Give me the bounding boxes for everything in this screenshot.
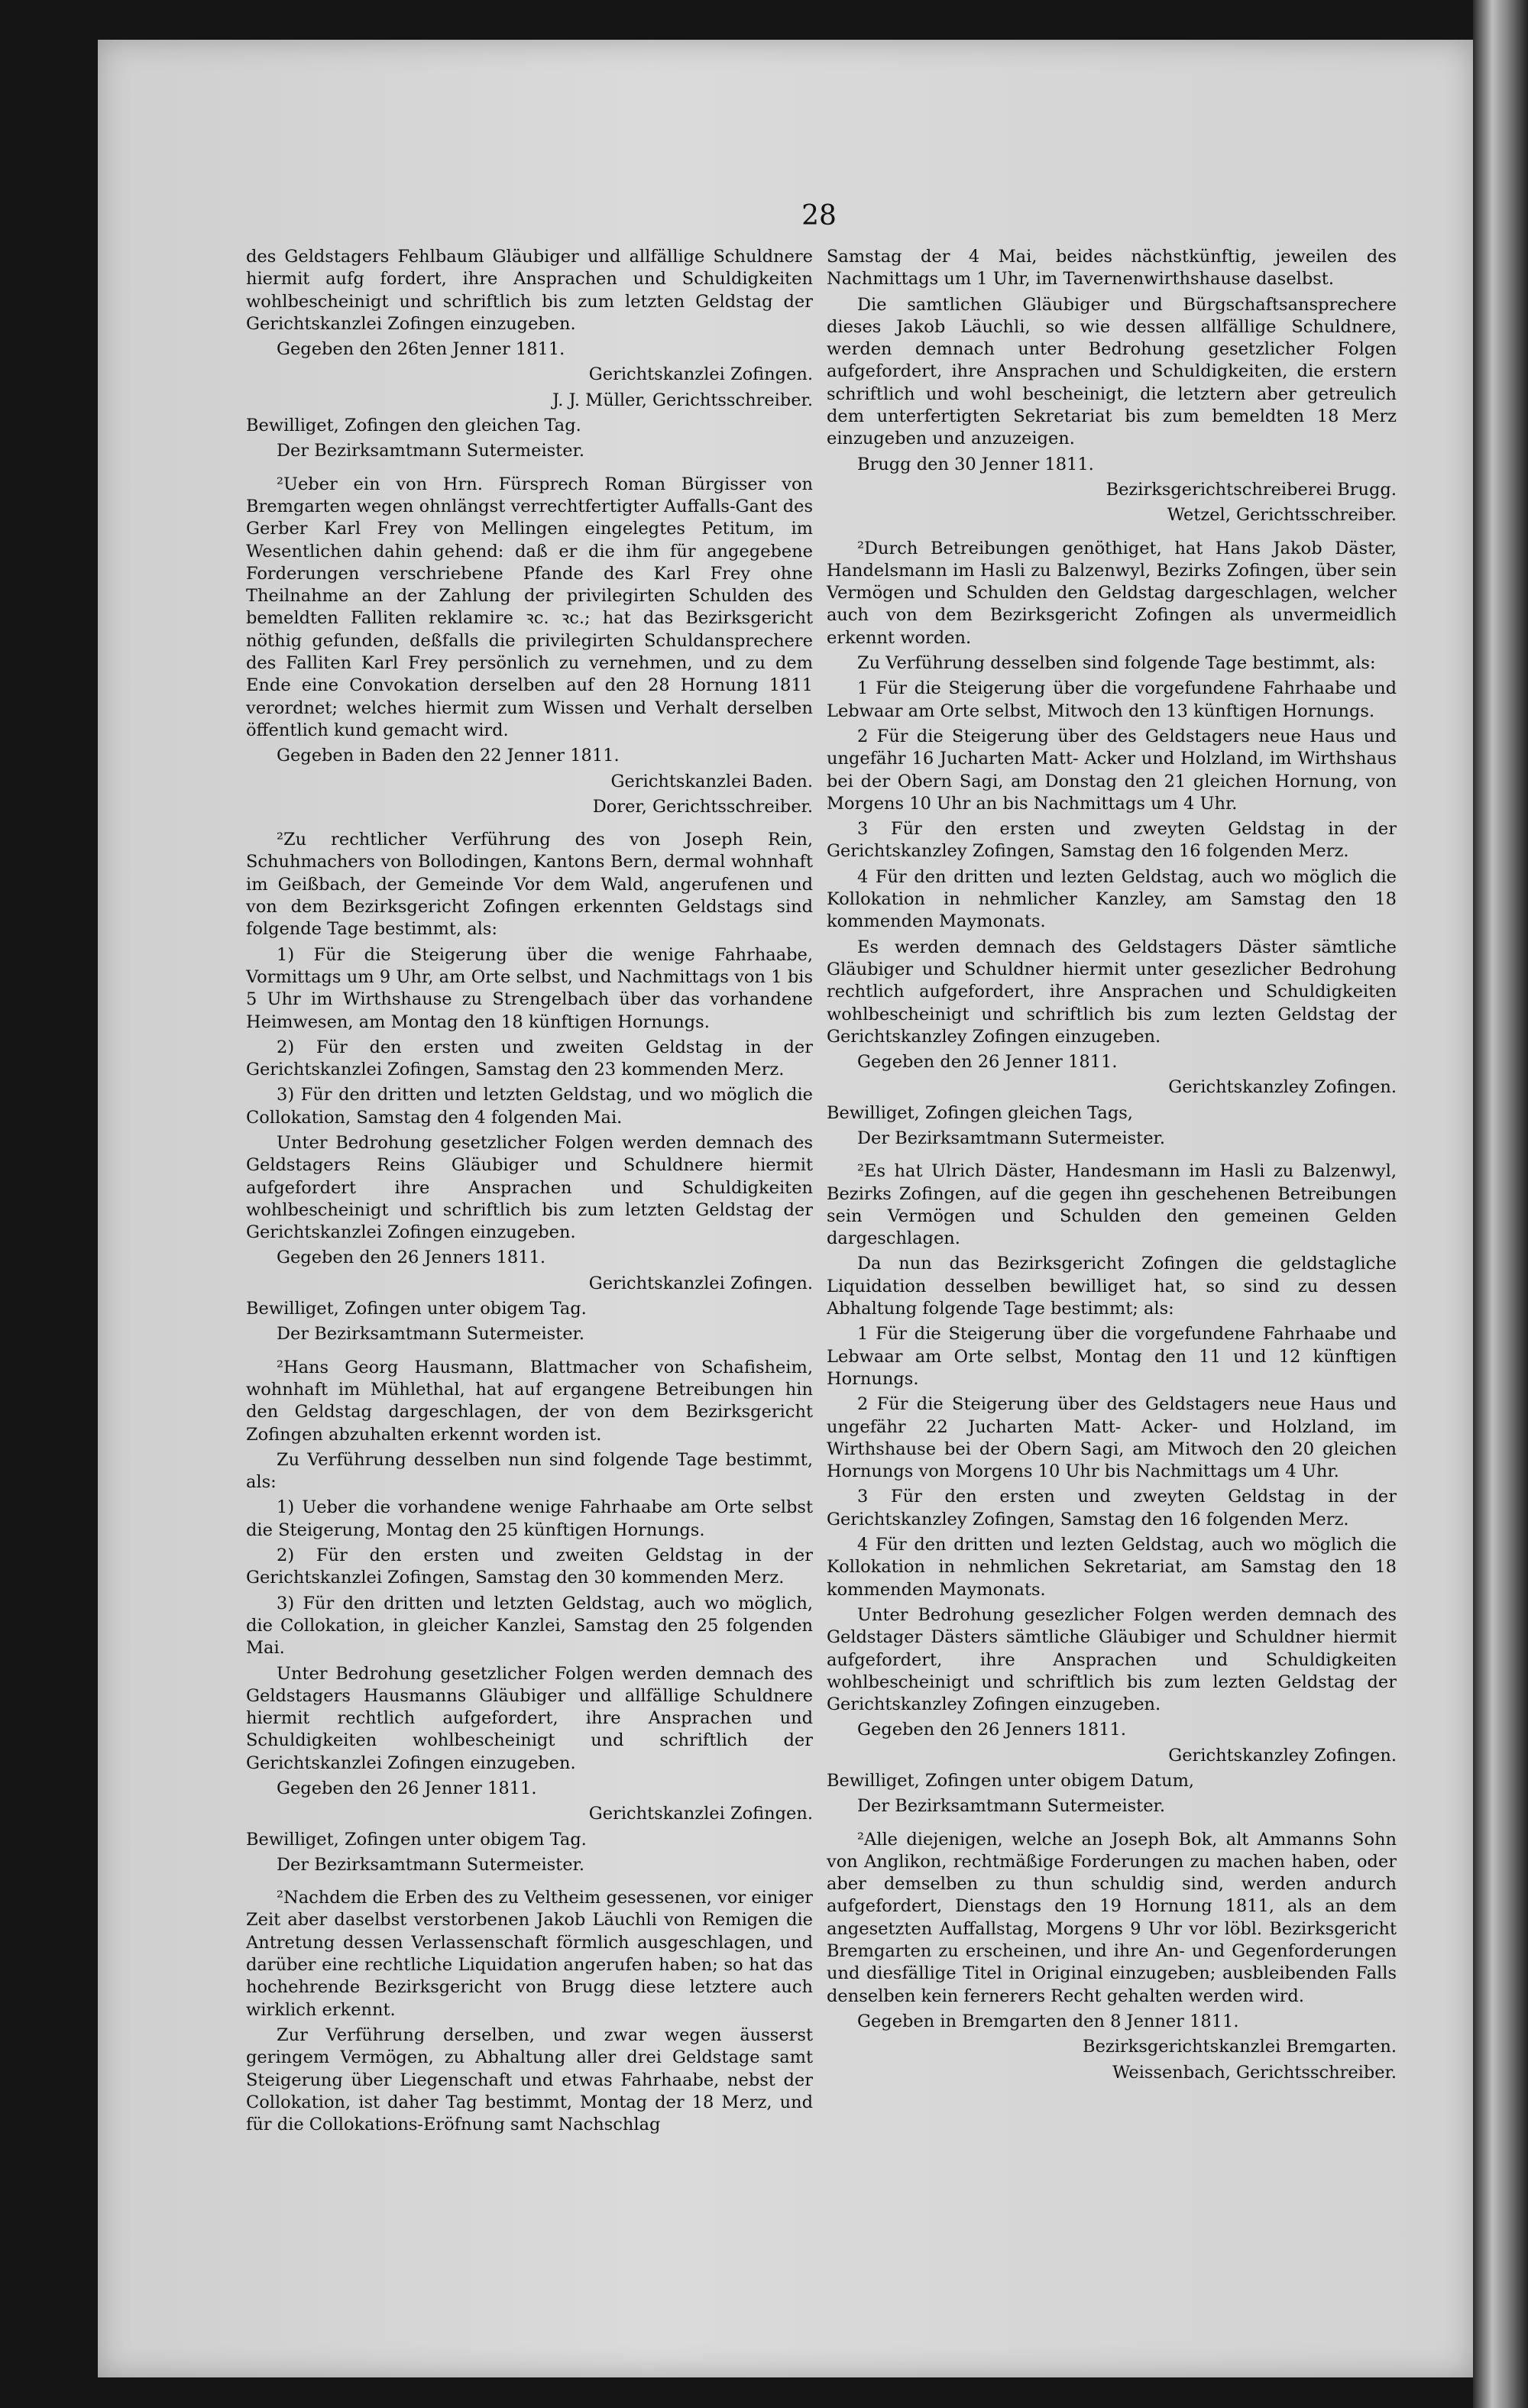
text-paragraph: Unter Bedrohung gesezlicher Folgen werden demnach des Geldstager Dästers sämtliche Gläubiger und Schuldner hiermit aufgefordert, ihre Ansprachen und Schuldigkeiten wohlbescheinigt und schriftlich bis zum lezten Geldstag der Gerichtskanzley Zofingen einzugeben. — [827, 1604, 1397, 1715]
text-paragraph: Unter Bedrohung gesetzlicher Folgen werden demnach des Geldstagers Hausmanns Gläubiger und allfällige Schuldnere hiermit rechtlich aufgefordert, ihre Ansprachen und Schuldigkeiten wohlbescheinigt und schriftlich der Gerichtskanzlei Zofingen einzugeben. — [246, 1663, 813, 1773]
text-paragraph: Dorer, Gerichtsschreiber. — [592, 796, 813, 817]
left-column — [246, 246, 813, 2139]
text-paragraph: ²Hans Georg Hausmann, Blattmacher von Schafisheim, wohnhaft im Mühlethal, hat auf ergangene Betreibungen hin den Geldstag dargeschlagen, der von dem Bezirksgericht Zofingen abzuhalten erkennt worden ist. — [246, 1357, 813, 1445]
text-paragraph: Zu Verführung desselben nun sind folgende Tage bestimmt, als: — [246, 1449, 813, 1493]
text-paragraph: Gegeben den 26 Jenner 1811. — [857, 1052, 1118, 1073]
text-paragraph: Bezirksgerichtschreiberei Brugg. — [1106, 479, 1397, 500]
text-paragraph: Samstag der 4 Mai, beides nächstkünftig, jeweilen des Nachmittags um 1 Uhr, im Tavernenwirthshause daselbst. — [827, 247, 1397, 290]
text-paragraph: 2 Für die Steigerung über des Geldstagers neue Haus und ungefähr 22 Jucharten Matt- Acker- und Holzland, im Wirthshause bei der Obern Sagi, am Mitwoch den 20 gleichen Hornungs von Morgens 10 Uhr bis Nachmittags um 4 Uhr. — [827, 1394, 1397, 1482]
text-paragraph: ²Nachdem die Erben des zu Veltheim gesessenen, vor einiger Zeit aber daselbst verstorbenen Jakob Läuchli von Remigen die Antretung dessen Verlassenschaft förmlich ausgeschlagen, und darüber eine rechtliche Liquidation angerufen haben; so hat das hochehrende Bezirksgericht von Brugg diese letztere auch wirklich erkennt. — [246, 1888, 813, 2020]
text-paragraph: ²Zu rechtlicher Verführung des von Joseph Rein, Schuhmachers von Bollodingen, Kantons Bern, dermal wohnhaft im Geißbach, der Gemeinde Vor dem Wald, angerufenen und von dem Bezirksgericht Zofingen erkennten Geldstags sind folgende Tage bestimmt, als: — [246, 830, 813, 940]
text-paragraph: Bewilliget, Zofingen den gleichen Tag. — [246, 416, 581, 436]
text-paragraph: Gegeben den 26 Jenner 1811. — [277, 1778, 537, 1798]
text-paragraph: Bewilliget, Zofingen gleichen Tags, — [827, 1102, 1133, 1123]
text-paragraph: des Geldstagers Fehlbaum Gläubiger und allfällige Schuldnere hiermit aufg fordert, ihre Ansprachen und Schuldigkeiten wohlbescheinigt und schriftlich bis zum letzten Geldstag der Gerichtskanzlei Zofingen einzugeben. — [246, 247, 813, 334]
text-paragraph: Gerichtskanzlei Zofingen. — [588, 364, 813, 385]
text-paragraph: Der Bezirksamtmann Sutermeister. — [277, 1324, 584, 1345]
text-paragraph: Gegeben den 26 Jenners 1811. — [277, 1248, 546, 1268]
text-paragraph: Gegeben den 26 Jenners 1811. — [857, 1720, 1127, 1740]
text-paragraph: Es werden demnach des Geldstagers Däster sämtliche Gläubiger und Schuldner hiermit unter gesezlicher Bedrohung rechtlich aufgefordert, ihre Ansprachen und Schuldigkeiten wohlbescheinigt und schriftlich bis zum lezten Geldstag der Gerichtskanzley Zofingen einzugeben. — [827, 937, 1397, 1047]
text-paragraph: Gerichtskanzlei Zofingen. — [588, 1273, 813, 1293]
text-paragraph: Weissenbach, Gerichtsschreiber. — [1112, 2062, 1397, 2083]
text-paragraph: Bezirksgerichtskanzlei Bremgarten. — [1083, 2037, 1397, 2057]
text-paragraph: Da nun das Bezirksgericht Zofingen die geldstagliche Liquidation desselben bewilliget hat, so sind zu dessen Abhaltung folgende Tage bestimmt; als: — [827, 1254, 1397, 1319]
text-paragraph: Gerichtskanzley Zofingen. — [1168, 1077, 1397, 1098]
text-paragraph: 1 Für die Steigerung über die vorgefundene Fahrhaabe und Lebwaar am Orte selbst, Mitwoch den 13 künftigen Hornungs. — [827, 678, 1397, 721]
text-paragraph: Die samtlichen Gläubiger und Bürgschaftsansprechere dieses Jakob Läuchli, so wie dessen allfällige Schuldnere, werden demnach unter Bedrohung gesetzlicher Folgen aufgefordert, ihre Ansprachen und Schuldigkeiten, die erstern schriftlich und wohl bescheinigt, die letztern aber getreulich dem unterfertigten Sekretariat bis zum bemeldten 18 Merz einzugeben und anzuzeigen. — [827, 294, 1397, 449]
text-paragraph: Bewilliget, Zofingen unter obigem Tag. — [246, 1829, 587, 1850]
text-paragraph: Der Bezirksamtmann Sutermeister. — [857, 1796, 1165, 1817]
text-paragraph: Gerichtskanzley Zofingen. — [1168, 1745, 1397, 1766]
text-paragraph: Der Bezirksamtmann Sutermeister. — [857, 1128, 1165, 1148]
text-paragraph: ²Ueber ein von Hrn. Fürsprech Roman Bürgisser von Bremgarten wegen ohnlängst verrechtfertigter Auffalls-Gant des Gerber Karl Frey von Mellingen eingelegtes Petitum, im Wesentlichen dahin gehend: daß er die ihm für angegebene Forderungen verschriebene Pfande des Karl Frey ohne Theilnahme an der Zahlung der privilegirten Schulden des bemeldten Falliten reklamire ꝛc. ꝛc.; hat das Bezirksgericht nöthig gefunden, deßfalls die privilegirten Schuldansprechere des Falliten Karl Frey persönlich zu vernehmen, und zu dem Ende eine Convokation derselben auf den 28 Hornung 1811 verordnet; welches hiermit zum Wissen und Verhalt derselben öffentlich kund gemacht wird. — [246, 474, 813, 740]
text-paragraph: Der Bezirksamtmann Sutermeister. — [277, 1854, 584, 1875]
text-paragraph: Gegeben in Baden den 22 Jenner 1811. — [277, 746, 620, 766]
text-paragraph: 1) Ueber die vorhandene wenige Fahrhaabe am Orte selbst die Steigerung, Montag den 25 künftigen Hornungs. — [246, 1497, 813, 1540]
text-paragraph: 4 Für den dritten und lezten Geldstag, auch wo möglich die Kollokation in nehmlicher Kanzley, am Samstag den 18 kommenden Maymonats. — [827, 866, 1397, 932]
text-paragraph: 3) Für den dritten und letzten Geldstag, und wo möglich die Collokation, Samstag den 4 folgenden Mai. — [246, 1085, 813, 1128]
text-paragraph: 2) Für den ersten und zweiten Geldstag in der Gerichtskanzlei Zofingen, Samstag den 30 kommenden Merz. — [246, 1545, 813, 1588]
text-paragraph: ²Alle diejenigen, welche an Joseph Bok, alt Ammanns Sohn von Anglikon, rechtmäßige Forderungen zu machen haben, oder aber demselben zu thun schuldig sind, werden andurch aufgefordert, Dienstags den 19 Hornung 1811, als an dem angesetzten Auffallstag, Morgens 9 Uhr vor löbl. Bezirksgericht Bremgarten zu erscheinen, und ihre An- und Gegenforderungen und diesfällige Titel in Original einzugeben; ausbleibenden Falls denselben kein fernerers Recht gehalten werden wird. — [827, 1829, 1397, 2006]
text-paragraph: Bewilliget, Zofingen unter obigem Datum, — [827, 1771, 1195, 1791]
text-paragraph: Unter Bedrohung gesetzlicher Folgen werden demnach des Geldstagers Reins Gläubiger und Schuldnere hiermit aufgefordert ihre Ansprachen und Schuldigkeiten wohlbescheinigt und schriftlich bis zum letzten Geldstag der Gerichtskanzlei Zofingen einzugeben. — [246, 1132, 813, 1243]
text-paragraph: Gegeben in Bremgarten den 8 Jenner 1811. — [857, 2011, 1239, 2031]
next-page-edge — [1473, 0, 1528, 2408]
text-paragraph: Gerichtskanzlei Baden. — [610, 771, 813, 791]
text-paragraph: 4 Für den dritten und lezten Geldstag, auch wo möglich die Kollokation in nehmlichen Sekretariat, am Samstag den 18 kommenden Maymonats. — [827, 1535, 1397, 1600]
text-paragraph: Gerichtskanzlei Zofingen. — [588, 1804, 813, 1824]
page-number: 28 — [801, 200, 837, 231]
text-paragraph: 1 Für die Steigerung über die vorgefundene Fahrhaabe und Lebwaar am Orte selbst, Montag den 11 und 12 künftigen Hornungs. — [827, 1324, 1397, 1389]
text-paragraph: 3 Für den ersten und zweyten Geldstag in der Gerichtskanzley Zofingen, Samstag den 16 folgenden Merz. — [827, 819, 1397, 862]
text-paragraph: Zu Verführung desselben sind folgende Tage bestimmt, als: — [857, 653, 1376, 674]
text-paragraph: J. J. Müller, Gerichtsschreiber. — [552, 390, 813, 410]
text-paragraph: ²Es hat Ulrich Däster, Handesmann im Hasli zu Balzenwyl, Bezirks Zofingen, auf die gegen ihn geschehenen Betreibungen sein Vermögen und Schulden den gemeinen Gelden dargeschlagen. — [827, 1161, 1397, 1249]
text-paragraph: 2) Für den ersten und zweiten Geldstag in der Gerichtskanzlei Zofingen, Samstag den 23 kommenden Merz. — [246, 1037, 813, 1080]
text-paragraph: Brugg den 30 Jenner 1811. — [857, 454, 1094, 474]
text-paragraph: ²Durch Betreibungen genöthiget, hat Hans Jakob Däster, Handelsmann im Hasli zu Balzenwyl, Bezirks Zofingen, über sein Vermögen und Schulden den Geldstag dargeschlagen, welcher auch von dem Bezirksgericht Zofingen als unvermeidlich erkennt worden. — [827, 538, 1397, 648]
text-paragraph: Wetzel, Gerichtsschreiber. — [1167, 505, 1397, 526]
text-paragraph: Bewilliget, Zofingen unter obigem Tag. — [246, 1299, 587, 1319]
text-paragraph: 3 Für den ersten und zweyten Geldstag in der Gerichtskanzley Zofingen, Samstag den 16 folgenden Merz. — [827, 1487, 1397, 1529]
text-paragraph: Zur Verführung derselben, und zwar wegen äusserst geringem Vermögen, zu Abhaltung aller drei Geldstage samt Steigerung über Liegenschaft und etwas Fahrhaabe, nebst der Collokation, ist daher Tag bestimmt, Montag der 18 Merz, und für die Collokations-Eröfnung samt Nachschlag — [246, 2024, 813, 2135]
text-paragraph: 2 Für die Steigerung über des Geldstagers neue Haus und ungefähr 16 Jucharten Matt- Acker und Holzland, im Wirthshaus bei der Obern Sagi, am Donstag den 21 gleichen Hornung, von Morgens 10 Uhr an bis Nachmittags um 4 Uhr. — [827, 726, 1397, 814]
right-column — [827, 246, 1397, 2087]
text-paragraph: Gegeben den 26ten Jenner 1811. — [277, 339, 565, 360]
text-paragraph: Der Bezirksamtmann Sutermeister. — [277, 441, 584, 461]
text-paragraph: 1) Für die Steigerung über die wenige Fahrhaabe, Vormittags um 9 Uhr, am Orte selbst, und Nachmittags von 1 bis 5 Uhr im Wirthshause zu Strengelbach über das vorhandene Heimwesen, am Montag den 18 künftigen Hornungs. — [246, 944, 813, 1032]
text-paragraph: 3) Für den dritten und letzten Geldstag, auch wo möglich, die Collokation, in gleicher Kanzlei, Samstag den 25 folgenden Mai. — [246, 1593, 813, 1659]
